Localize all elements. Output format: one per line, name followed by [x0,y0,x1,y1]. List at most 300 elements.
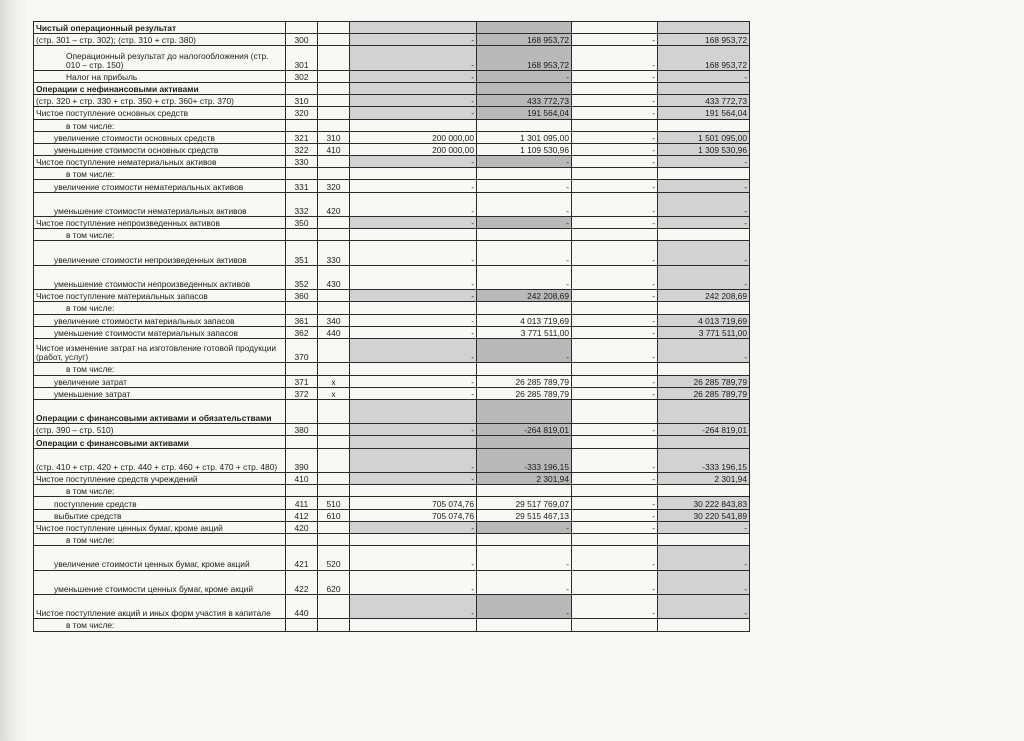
kosgu-code [318,448,350,472]
kosgu-code [318,485,350,497]
table-row [34,241,750,265]
amount-cell [572,82,658,94]
table-row [34,338,750,362]
row-label: поступление средств [34,497,286,509]
table-row [34,143,750,155]
amount-cell [350,302,477,314]
amount-cell: 168 953,72 [658,34,750,46]
table-row [34,448,750,472]
table-row [34,363,750,375]
amount-cell: - [572,131,658,143]
row-label: увеличение стоимости нематериальных активов [34,180,286,192]
amount-cell: - [477,265,572,289]
row-code: 380 [286,424,318,436]
row-code: 421 [286,546,318,570]
table-row [34,314,750,326]
amount-cell: - [477,241,572,265]
table-row [34,229,750,241]
amount-cell: 168 953,72 [658,46,750,70]
amount-cell: - [658,265,750,289]
row-label: Чистое поступление средств учреждений [34,473,286,485]
amount-cell: - [350,290,477,302]
amount-cell: 26 285 789,79 [658,387,750,399]
amount-cell [477,619,572,631]
row-label: в том числе: [34,119,286,131]
table-body [34,22,750,632]
amount-cell: - [350,473,477,485]
kosgu-code [318,594,350,618]
amount-cell: - [572,594,658,618]
amount-cell: 1 501 095,00 [658,131,750,143]
kosgu-code: 410 [318,143,350,155]
table-row [34,436,750,448]
kosgu-code: 620 [318,570,350,594]
amount-cell [477,82,572,94]
amount-cell: - [658,192,750,216]
table-row [34,619,750,631]
row-code: 351 [286,241,318,265]
amount-cell: - [350,521,477,533]
amount-cell [658,436,750,448]
row-label: в том числе: [34,302,286,314]
table-row [34,180,750,192]
kosgu-code [318,217,350,229]
table-row [34,265,750,289]
amount-cell [658,485,750,497]
amount-cell: - [350,156,477,168]
table-row [34,424,750,436]
table-row [34,34,750,46]
row-code: 331 [286,180,318,192]
amount-cell [572,119,658,131]
kosgu-code [318,424,350,436]
amount-cell: - [350,192,477,216]
amount-cell: - [477,521,572,533]
amount-cell: - [572,180,658,192]
row-code [286,82,318,94]
amount-cell [477,363,572,375]
amount-cell: - [477,546,572,570]
kosgu-code [318,22,350,34]
row-code: 320 [286,107,318,119]
amount-cell: 4 013 719,69 [658,314,750,326]
row-label: Чистый операционный результат [34,22,286,34]
amount-cell: 4 013 719,69 [477,314,572,326]
amount-cell: 30 222 843,83 [658,497,750,509]
amount-cell: 191 564,04 [658,107,750,119]
amount-cell: - [658,241,750,265]
amount-cell [572,22,658,34]
amount-cell: 242 208,69 [477,290,572,302]
row-label: выбытие средств [34,509,286,521]
amount-cell: - [350,326,477,338]
amount-cell: -333 196,15 [477,448,572,472]
row-code: 390 [286,448,318,472]
amount-cell [572,619,658,631]
amount-cell: 30 220 541,89 [658,509,750,521]
row-label: в том числе: [34,533,286,545]
kosgu-code: 330 [318,241,350,265]
kosgu-code [318,34,350,46]
amount-cell: - [572,290,658,302]
row-label: в том числе: [34,229,286,241]
table-row [34,290,750,302]
kosgu-code [318,107,350,119]
row-label: увеличение стоимости непроизведенных активов [34,241,286,265]
amount-cell [477,119,572,131]
row-label: Налог на прибыль [34,70,286,82]
amount-cell [658,619,750,631]
amount-cell: - [572,509,658,521]
amount-cell [572,436,658,448]
row-code [286,363,318,375]
table-row [34,46,750,70]
amount-cell: - [350,70,477,82]
amount-cell: - [572,375,658,387]
row-code: 352 [286,265,318,289]
kosgu-code: 520 [318,546,350,570]
amount-cell: - [572,107,658,119]
row-label: (стр. 301 – стр. 302); (стр. 310 + стр. 380) [34,34,286,46]
amount-cell [350,485,477,497]
amount-cell [350,119,477,131]
amount-cell: - [572,497,658,509]
amount-cell: - [350,546,477,570]
financial-results-table [33,21,750,632]
amount-cell [658,399,750,423]
row-label: Чистое поступление ценных бумаг, кроме акций [34,521,286,533]
amount-cell [658,168,750,180]
amount-cell [350,168,477,180]
amount-cell: - [350,424,477,436]
row-code [286,168,318,180]
amount-cell [350,82,477,94]
amount-cell [350,229,477,241]
kosgu-code [318,290,350,302]
amount-cell: 3 771 511,00 [477,326,572,338]
amount-cell [477,533,572,545]
row-label: уменьшение стоимости ценных бумаг, кроме акций [34,570,286,594]
amount-cell [350,533,477,545]
amount-cell: - [350,95,477,107]
amount-cell: - [350,265,477,289]
table-row [34,119,750,131]
table-row [34,326,750,338]
amount-cell: 29 517 769,07 [477,497,572,509]
amount-cell: 200 000,00 [350,131,477,143]
amount-cell: - [350,570,477,594]
row-label: увеличение стоимости материальных запасов [34,314,286,326]
amount-cell: - [658,217,750,229]
table-row [34,473,750,485]
amount-cell [477,229,572,241]
row-label: Чистое поступление основных средств [34,107,286,119]
table-row [34,131,750,143]
row-code: 302 [286,70,318,82]
table-row [34,399,750,423]
kosgu-code [318,229,350,241]
row-label: Чистое поступление материальных запасов [34,290,286,302]
row-label: в том числе: [34,363,286,375]
row-code: 330 [286,156,318,168]
amount-cell: - [572,265,658,289]
table-row [34,509,750,521]
row-code: 371 [286,375,318,387]
row-code [286,533,318,545]
row-label: увеличение стоимости основных средств [34,131,286,143]
amount-cell: - [572,70,658,82]
table-row [34,107,750,119]
table-row [34,485,750,497]
amount-cell: - [658,521,750,533]
amount-cell: 2 301,94 [477,473,572,485]
table-row [34,521,750,533]
row-label: увеличение затрат [34,375,286,387]
row-code: 362 [286,326,318,338]
amount-cell: - [572,217,658,229]
amount-cell: - [477,180,572,192]
amount-cell [572,302,658,314]
amount-cell: - [658,70,750,82]
row-code [286,22,318,34]
row-label: Чистое поступление акций и иных форм участия в капитале [34,594,286,618]
row-label: в том числе: [34,485,286,497]
amount-cell [658,82,750,94]
amount-cell: - [350,217,477,229]
kosgu-code: 430 [318,265,350,289]
amount-cell: - [572,338,658,362]
amount-cell: - [658,338,750,362]
amount-cell: - [658,156,750,168]
row-code: 422 [286,570,318,594]
amount-cell [572,168,658,180]
row-code: 361 [286,314,318,326]
table-row [34,156,750,168]
row-label: Операционный результат до налогообложения (стр. 010 – стр. 150) [34,46,286,70]
table-row [34,70,750,82]
row-code [286,485,318,497]
amount-cell: - [477,192,572,216]
amount-cell: - [572,46,658,70]
kosgu-code [318,119,350,131]
amount-cell [658,229,750,241]
amount-cell: - [477,594,572,618]
amount-cell: 705 074,76 [350,497,477,509]
kosgu-code: 510 [318,497,350,509]
amount-cell: - [572,570,658,594]
amount-cell: - [350,180,477,192]
amount-cell: - [572,424,658,436]
table-row [34,82,750,94]
amount-cell: 433 772,73 [658,95,750,107]
amount-cell: 2 301,94 [658,473,750,485]
amount-cell [572,533,658,545]
table-row [34,22,750,34]
kosgu-code: 310 [318,131,350,143]
amount-cell: - [350,107,477,119]
table-row [34,546,750,570]
row-label: уменьшение затрат [34,387,286,399]
amount-cell [477,436,572,448]
row-code [286,229,318,241]
row-code: 301 [286,46,318,70]
kosgu-code [318,46,350,70]
amount-cell: 168 953,72 [477,46,572,70]
kosgu-code: 320 [318,180,350,192]
row-label: уменьшение стоимости основных средств [34,143,286,155]
row-code: 350 [286,217,318,229]
row-code: 360 [286,290,318,302]
amount-cell [658,119,750,131]
amount-cell [658,363,750,375]
row-code: 410 [286,473,318,485]
amount-cell: -264 819,01 [658,424,750,436]
amount-cell: - [350,375,477,387]
table-row [34,387,750,399]
kosgu-code [318,168,350,180]
row-code [286,302,318,314]
table-row [34,217,750,229]
amount-cell [477,399,572,423]
row-label: (стр. 320 + стр. 330 + стр. 350 + стр. 360+ стр. 370) [34,95,286,107]
amount-cell: 433 772,73 [477,95,572,107]
amount-cell: 242 208,69 [658,290,750,302]
amount-cell: - [477,338,572,362]
table-row [34,497,750,509]
kosgu-code [318,533,350,545]
row-label: Операции с финансовыми активами и обязательствами [34,399,286,423]
amount-cell: 29 515 467,13 [477,509,572,521]
amount-cell: - [350,241,477,265]
row-label: Операции с нефинансовыми активами [34,82,286,94]
row-code: 420 [286,521,318,533]
amount-cell [572,363,658,375]
amount-cell: 26 285 789,79 [477,387,572,399]
row-code [286,436,318,448]
amount-cell: - [350,448,477,472]
kosgu-code [318,399,350,423]
row-label: (стр. 390 – стр. 510) [34,424,286,436]
table-row [34,533,750,545]
row-code: 310 [286,95,318,107]
amount-cell: - [477,217,572,229]
table-row [34,594,750,618]
amount-cell: - [572,314,658,326]
amount-cell: - [477,156,572,168]
row-code: 372 [286,387,318,399]
kosgu-code [318,95,350,107]
kosgu-code [318,156,350,168]
row-code: 412 [286,509,318,521]
row-code: 321 [286,131,318,143]
row-label: в том числе: [34,619,286,631]
row-code [286,619,318,631]
amount-cell: 1 309 530,96 [658,143,750,155]
amount-cell: - [658,180,750,192]
amount-cell [658,533,750,545]
kosgu-code [318,619,350,631]
row-label: Чистое изменение затрат на изготовление готовой продукции (работ, услуг) [34,338,286,362]
table-row [34,192,750,216]
amount-cell [350,436,477,448]
amount-cell [658,302,750,314]
kosgu-code [318,82,350,94]
amount-cell [477,302,572,314]
row-label: уменьшение стоимости непроизведенных активов [34,265,286,289]
kosgu-code [318,363,350,375]
amount-cell: - [477,70,572,82]
amount-cell [572,485,658,497]
amount-cell [350,399,477,423]
amount-cell: 1 301 095,00 [477,131,572,143]
row-code: 332 [286,192,318,216]
amount-cell [477,22,572,34]
kosgu-code: x [318,375,350,387]
amount-cell: - [350,338,477,362]
amount-cell: - [477,570,572,594]
amount-cell: 200 000,00 [350,143,477,155]
scan-edge-shadow [0,0,30,741]
kosgu-code [318,436,350,448]
amount-cell: - [572,448,658,472]
row-label: Чистое поступление непроизведенных активов [34,217,286,229]
amount-cell: - [572,156,658,168]
amount-cell: - [572,143,658,155]
amount-cell: - [658,570,750,594]
row-label: Чистое поступление нематериальных активов [34,156,286,168]
table-row [34,570,750,594]
row-label: уменьшение стоимости нематериальных активов [34,192,286,216]
amount-cell: - [350,387,477,399]
row-label: увеличение стоимости ценных бумаг, кроме акций [34,546,286,570]
amount-cell: - [658,594,750,618]
kosgu-code [318,521,350,533]
amount-cell [350,22,477,34]
amount-cell: - [572,192,658,216]
amount-cell: 191 564,04 [477,107,572,119]
amount-cell [572,399,658,423]
kosgu-code [318,70,350,82]
amount-cell: - [572,95,658,107]
amount-cell: - [572,546,658,570]
amount-cell: 26 285 789,79 [658,375,750,387]
amount-cell [572,229,658,241]
row-code: 440 [286,594,318,618]
row-code [286,119,318,131]
amount-cell [350,619,477,631]
amount-cell [477,168,572,180]
kosgu-code: 420 [318,192,350,216]
row-label: в том числе: [34,168,286,180]
table-row [34,375,750,387]
amount-cell: -333 196,15 [658,448,750,472]
row-code: 370 [286,338,318,362]
amount-cell [477,485,572,497]
amount-cell: - [350,314,477,326]
amount-cell: - [572,387,658,399]
row-label: (стр. 410 + стр. 420 + стр. 440 + стр. 460 + стр. 470 + стр. 480) [34,448,286,472]
row-code: 411 [286,497,318,509]
amount-cell: - [572,521,658,533]
table-row [34,168,750,180]
kosgu-code: 610 [318,509,350,521]
table-row [34,95,750,107]
amount-cell: - [350,34,477,46]
amount-cell [658,22,750,34]
kosgu-code [318,338,350,362]
amount-cell: - [572,34,658,46]
amount-cell: 26 285 789,79 [477,375,572,387]
